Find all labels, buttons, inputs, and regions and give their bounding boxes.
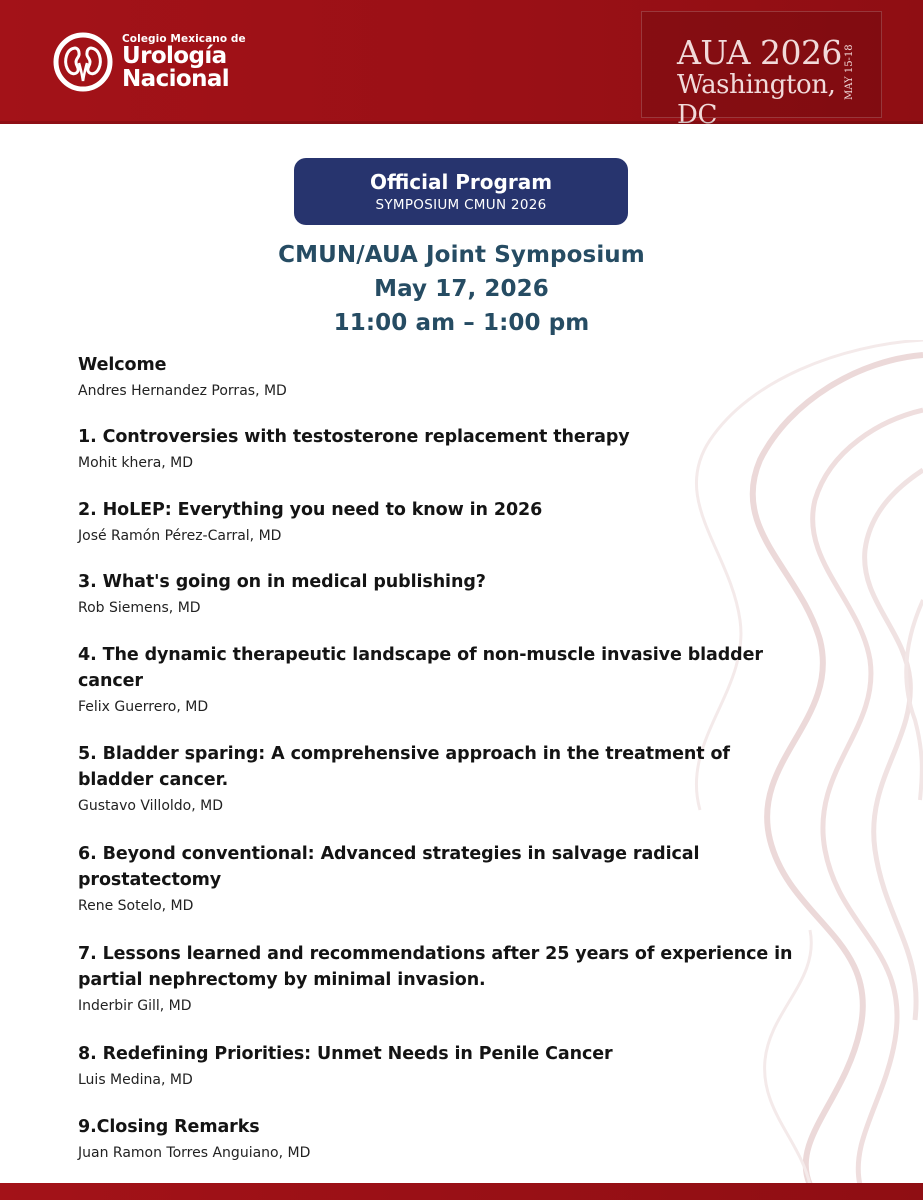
agenda-item-speaker: Inderbir Gill, MD (78, 998, 192, 1014)
agenda-item (78, 741, 798, 816)
footer-bar (0, 1183, 923, 1200)
agenda-item (78, 1114, 798, 1163)
agenda-item (78, 1041, 798, 1090)
agenda-item-speaker: Juan Ramon Torres Anguiano, MD (78, 1145, 311, 1161)
agenda-item-title: 1. Controversies with testosterone replacement therapy (78, 427, 630, 447)
agenda-item-title: 6. Beyond conventional: Advanced strategies in salvage radical prostatectomy (78, 844, 700, 890)
event-date: May 17, 2026 (374, 276, 549, 302)
agenda-item-title: 4. The dynamic therapeutic landscape of non-muscle invasive bladder cancer (78, 645, 763, 691)
agenda-item (78, 941, 798, 1016)
event-name: CMUN/AUA Joint Symposium (278, 242, 645, 268)
agenda-item-speaker: Mohit khera, MD (78, 455, 194, 471)
program-title: Official Program (369, 170, 553, 194)
agenda-item-title: 5. Bladder sparing: A comprehensive approach in the treatment of bladder cancer. (78, 744, 730, 790)
agenda-item-title: 9.Closing Remarks (78, 1117, 260, 1137)
event-time: 11:00 am – 1:00 pm (333, 310, 590, 336)
agenda-item-speaker: Rob Siemens, MD (78, 600, 201, 616)
aua-year: AUA 2026 (677, 33, 842, 72)
agenda-item-title: 2. HoLEP: Everything you need to know in 2026 (78, 500, 543, 520)
logo-text-line3: Nacional (122, 66, 230, 92)
agenda-item-title: Welcome (78, 355, 167, 375)
aua-dates: MAY 15-18 (844, 44, 855, 100)
agenda-item-title: 7. Lessons learned and recommendations after 25 years of experience in partial nephrectomy by minimal invasion. (78, 944, 793, 990)
agenda-item (78, 352, 798, 401)
agenda-item-speaker: Gustavo Villoldo, MD (78, 798, 223, 814)
agenda-item (78, 642, 798, 717)
agenda-item-title: 8. Redefining Priorities: Unmet Needs in Penile Cancer (78, 1044, 613, 1064)
event-heading (0, 238, 923, 340)
agenda-item-title: 3. What's going on in medical publishing? (78, 572, 486, 592)
agenda-item (78, 569, 798, 618)
aua-city: Washington, DC (677, 70, 836, 130)
agenda-item-speaker: Felix Guerrero, MD (78, 699, 209, 715)
official-program-badge (294, 158, 628, 225)
agenda-item-speaker: Luis Medina, MD (78, 1072, 193, 1088)
agenda-item (78, 497, 798, 546)
logo-text-line2: Urología (122, 43, 227, 69)
agenda-item (78, 424, 798, 473)
logo-text-line1: Colegio Mexicano de (122, 33, 246, 45)
kidney-logo-icon (52, 31, 114, 93)
cmun-logo (52, 30, 246, 94)
program-subtitle: SYMPOSIUM CMUN 2026 (375, 197, 547, 213)
agenda-item (78, 841, 798, 916)
header-banner (0, 0, 923, 130)
agenda-item-speaker: Andres Hernandez Porras, MD (78, 383, 287, 399)
agenda-item-speaker: Rene Sotelo, MD (78, 898, 194, 914)
agenda-item-speaker: José Ramón Pérez-Carral, MD (78, 528, 282, 544)
